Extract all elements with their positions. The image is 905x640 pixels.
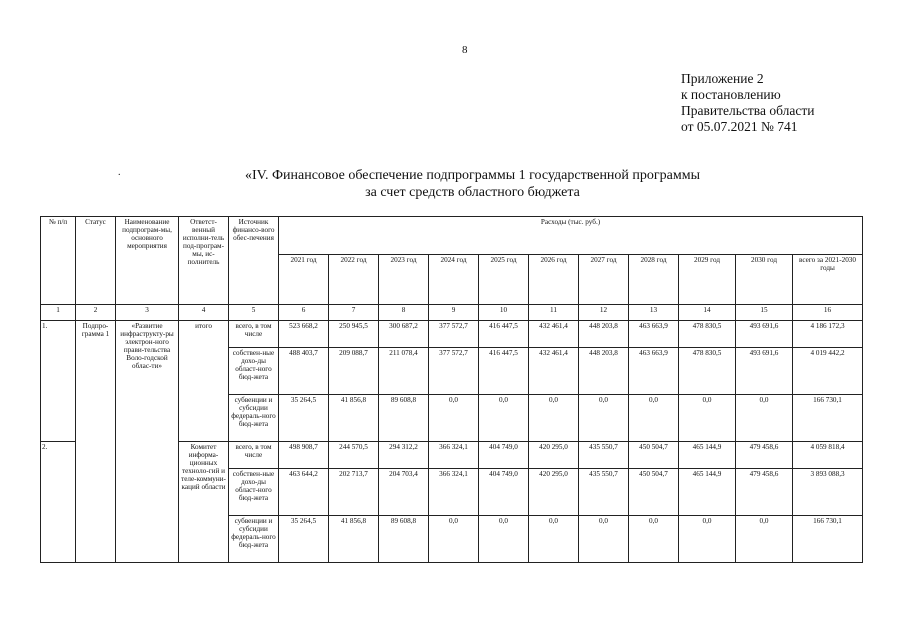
row-number: 2. xyxy=(41,442,76,563)
column-number: 9 xyxy=(429,305,479,321)
column-number: 10 xyxy=(479,305,529,321)
value-cell: 479 458,6 xyxy=(736,469,793,516)
column-number: 3 xyxy=(116,305,179,321)
page-number: 8 xyxy=(462,44,468,56)
value-cell: 435 550,7 xyxy=(579,442,629,469)
column-number: 1 xyxy=(41,305,76,321)
value-cell: 35 264,5 xyxy=(279,395,329,442)
value-cell: 493 691,6 xyxy=(736,348,793,395)
value-cell: 465 144,9 xyxy=(679,469,736,516)
value-cell: 450 504,7 xyxy=(629,469,679,516)
value-cell: 0,0 xyxy=(479,516,529,563)
column-number: 7 xyxy=(329,305,379,321)
value-cell: 211 078,4 xyxy=(379,348,429,395)
value-cell: 0,0 xyxy=(679,516,736,563)
value-cell: 89 608,8 xyxy=(379,516,429,563)
value-cell: 250 945,5 xyxy=(329,321,379,348)
value-cell: 488 403,7 xyxy=(279,348,329,395)
value-cell: 420 295,0 xyxy=(529,442,579,469)
header-year: 2028 год xyxy=(629,255,679,305)
appendix-line: от 05.07.2021 № 741 xyxy=(681,119,798,134)
header-name: Наименование подпрограм-мы, основного мероприятия xyxy=(116,217,179,305)
executor-cell: итого xyxy=(179,321,229,442)
title-line: за счет средств областного бюджета xyxy=(365,185,580,200)
value-cell: 463 644,2 xyxy=(279,469,329,516)
total-cell: 4 186 172,3 xyxy=(793,321,863,348)
value-cell: 493 691,6 xyxy=(736,321,793,348)
value-cell: 450 504,7 xyxy=(629,442,679,469)
column-number: 15 xyxy=(736,305,793,321)
total-cell: 3 893 088,3 xyxy=(793,469,863,516)
value-cell: 448 203,8 xyxy=(579,348,629,395)
column-number: 14 xyxy=(679,305,736,321)
value-cell: 377 572,7 xyxy=(429,348,479,395)
value-cell: 0,0 xyxy=(429,516,479,563)
value-cell: 0,0 xyxy=(579,516,629,563)
value-cell: 478 830,5 xyxy=(679,321,736,348)
column-number: 8 xyxy=(379,305,429,321)
header-total: всего за 2021-2030 годы xyxy=(793,255,863,305)
header-year: 2029 год xyxy=(679,255,736,305)
status-cell: Подпро-грамма 1 xyxy=(76,321,116,563)
column-number: 2 xyxy=(76,305,116,321)
appendix-block xyxy=(681,71,814,135)
value-cell: 0,0 xyxy=(579,395,629,442)
column-number: 12 xyxy=(579,305,629,321)
value-cell: 0,0 xyxy=(629,516,679,563)
total-cell: 166 730,1 xyxy=(793,516,863,563)
value-cell: 498 908,7 xyxy=(279,442,329,469)
value-cell: 404 749,0 xyxy=(479,442,529,469)
total-cell: 4 019 442,2 xyxy=(793,348,863,395)
value-cell: 448 203,8 xyxy=(579,321,629,348)
stray-dot: . xyxy=(118,167,121,178)
value-cell: 523 668,2 xyxy=(279,321,329,348)
value-cell: 479 458,6 xyxy=(736,442,793,469)
source-cell: всего, в том числе xyxy=(229,321,279,348)
value-cell: 432 461,4 xyxy=(529,348,579,395)
header-year: 2022 год xyxy=(329,255,379,305)
value-cell: 463 663,9 xyxy=(629,321,679,348)
value-cell: 41 856,8 xyxy=(329,516,379,563)
value-cell: 0,0 xyxy=(479,395,529,442)
value-cell: 41 856,8 xyxy=(329,395,379,442)
total-cell: 166 730,1 xyxy=(793,395,863,442)
value-cell: 244 570,5 xyxy=(329,442,379,469)
appendix-line: Приложение 2 xyxy=(681,71,764,86)
value-cell: 209 088,7 xyxy=(329,348,379,395)
value-cell: 463 663,9 xyxy=(629,348,679,395)
value-cell: 89 608,8 xyxy=(379,395,429,442)
header-status: Статус xyxy=(76,217,116,305)
value-cell: 404 749,0 xyxy=(479,469,529,516)
row-number: 1. xyxy=(41,321,76,442)
source-cell: собствен-ные дохо-ды област-ного бюд-жета xyxy=(229,469,279,516)
header-year: 2030 год xyxy=(736,255,793,305)
value-cell: 202 713,7 xyxy=(329,469,379,516)
value-cell: 0,0 xyxy=(629,395,679,442)
header-source: Источник финансо-вого обес-печения xyxy=(229,217,279,305)
value-cell: 0,0 xyxy=(679,395,736,442)
header-executor: Ответст-венный исполни-тель под-програм-мы, ис-полнитель xyxy=(179,217,229,305)
header-year: 2026 год xyxy=(529,255,579,305)
header-year: 2023 год xyxy=(379,255,429,305)
value-cell: 420 295,0 xyxy=(529,469,579,516)
value-cell: 416 447,5 xyxy=(479,348,529,395)
value-cell: 0,0 xyxy=(736,516,793,563)
value-cell: 366 324,1 xyxy=(429,442,479,469)
column-number: 13 xyxy=(629,305,679,321)
value-cell: 366 324,1 xyxy=(429,469,479,516)
value-cell: 478 830,5 xyxy=(679,348,736,395)
value-cell: 377 572,7 xyxy=(429,321,479,348)
value-cell: 0,0 xyxy=(736,395,793,442)
column-number: 16 xyxy=(793,305,863,321)
value-cell: 0,0 xyxy=(529,395,579,442)
source-cell: субвенции и субсидии федераль-ного бюд-жета xyxy=(229,395,279,442)
value-cell: 204 703,4 xyxy=(379,469,429,516)
header-expenses: Расходы (тыс. руб.) xyxy=(279,217,863,255)
total-cell: 4 059 818,4 xyxy=(793,442,863,469)
title-line: «IV. Финансовое обеспечение подпрограммы 1 государственной программы xyxy=(245,168,700,183)
header-year: 2025 год xyxy=(479,255,529,305)
value-cell: 35 264,5 xyxy=(279,516,329,563)
budget-table xyxy=(40,216,863,563)
value-cell: 435 550,7 xyxy=(579,469,629,516)
header-year: 2027 год xyxy=(579,255,629,305)
source-cell: собствен-ные дохо-ды област-ного бюд-жета xyxy=(229,348,279,395)
value-cell: 416 447,5 xyxy=(479,321,529,348)
column-number: 5 xyxy=(229,305,279,321)
source-cell: всего, в том числе xyxy=(229,442,279,469)
value-cell: 294 312,2 xyxy=(379,442,429,469)
header-num: № п/п xyxy=(41,217,76,305)
value-cell: 432 461,4 xyxy=(529,321,579,348)
source-cell: субвенции и субсидии федераль-ного бюд-жета xyxy=(229,516,279,563)
value-cell: 0,0 xyxy=(429,395,479,442)
document-title xyxy=(200,167,745,201)
appendix-line: к постановлению xyxy=(681,87,781,102)
column-number: 11 xyxy=(529,305,579,321)
column-number: 4 xyxy=(179,305,229,321)
header-year: 2024 год xyxy=(429,255,479,305)
value-cell: 465 144,9 xyxy=(679,442,736,469)
column-number: 6 xyxy=(279,305,329,321)
executor-cell: Комитет информа-ционных техноло-гий и теле-коммуни-каций области xyxy=(179,442,229,563)
value-cell: 300 687,2 xyxy=(379,321,429,348)
program-name-cell: «Развитие инфраструкту-ры электрон-ного прави-тельства Воло-годской облас-ти» xyxy=(116,321,179,563)
header-year: 2021 год xyxy=(279,255,329,305)
appendix-line: Правительства области xyxy=(681,103,815,118)
value-cell: 0,0 xyxy=(529,516,579,563)
